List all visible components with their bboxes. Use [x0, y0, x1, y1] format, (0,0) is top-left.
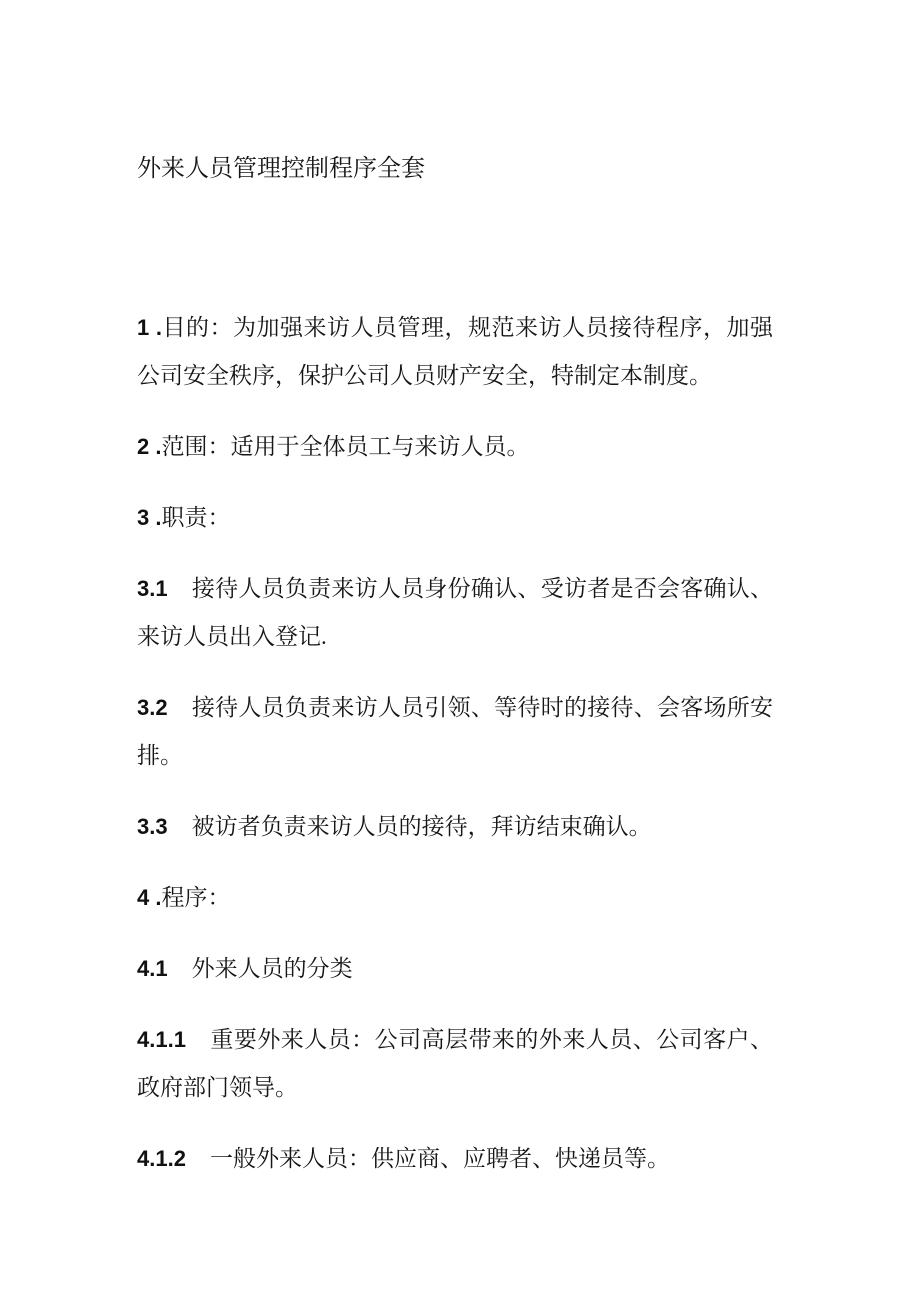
section-3-1	[137, 565, 773, 661]
section-text: 范围：适用于全体员工与来访人员。	[161, 434, 530, 459]
section-text: 职责：	[161, 505, 231, 530]
section-text: 一般外来人员：供应商、应聘者、快递员等。	[209, 1146, 670, 1171]
section-text: 目的：为加强来访人员管理，规范来访人员接待程序，加强	[161, 315, 773, 340]
text-line	[137, 803, 773, 851]
section-3-3	[137, 803, 773, 851]
section-3-2	[137, 684, 773, 780]
section-text: 被访者负责来访人员的接待，拜访结束确认。	[191, 814, 652, 839]
section-text: 程序：	[161, 885, 231, 910]
section-4-1-1	[137, 1016, 773, 1112]
section-4-1	[137, 945, 773, 993]
section-number: 3.3	[137, 814, 168, 839]
text-line	[137, 684, 773, 732]
section-1-purpose	[137, 304, 773, 400]
section-number: 2 .	[137, 434, 162, 459]
text-line	[137, 874, 773, 922]
section-2-scope	[137, 423, 773, 471]
section-text: 接待人员负责来访人员引领、等待时的接待、会客场所安	[191, 695, 773, 720]
text-line	[137, 1064, 773, 1112]
section-number: 4.1.1	[137, 1027, 186, 1052]
text-line	[137, 423, 773, 471]
section-number: 3 .	[137, 505, 162, 530]
section-text: 公司安全秩序，保护公司人员财产安全，特制定本制度。	[137, 363, 712, 388]
section-number: 4 .	[137, 885, 162, 910]
text-line	[137, 1016, 773, 1064]
text-line	[137, 945, 773, 993]
text-line	[137, 732, 773, 780]
section-text: 接待人员负责来访人员身份确认、受访者是否会客确认、	[191, 576, 773, 601]
section-number: 3.2	[137, 695, 168, 720]
text-line	[137, 304, 773, 352]
section-number: 3.1	[137, 576, 168, 601]
section-3-responsibilities	[137, 494, 773, 542]
text-line	[137, 352, 773, 400]
section-text: 政府部门领导。	[137, 1075, 298, 1100]
section-text: 重要外来人员：公司高层带来的外来人员、公司客户、	[209, 1027, 773, 1052]
section-4-procedure	[137, 874, 773, 922]
text-line	[137, 565, 773, 613]
section-text: 外来人员的分类	[191, 956, 353, 981]
section-number: 4.1	[137, 956, 168, 981]
text-line	[137, 613, 773, 661]
section-number: 1 .	[137, 315, 162, 340]
section-text: 排。	[137, 743, 183, 768]
section-number: 4.1.2	[137, 1146, 186, 1171]
document-title: 外来人员管理控制程序全套	[137, 156, 425, 182]
text-line	[137, 494, 773, 542]
section-text: 来访人员出入登记.	[137, 624, 327, 649]
section-4-1-2	[137, 1135, 773, 1183]
document-body	[137, 0, 773, 1206]
text-line	[137, 1135, 773, 1183]
